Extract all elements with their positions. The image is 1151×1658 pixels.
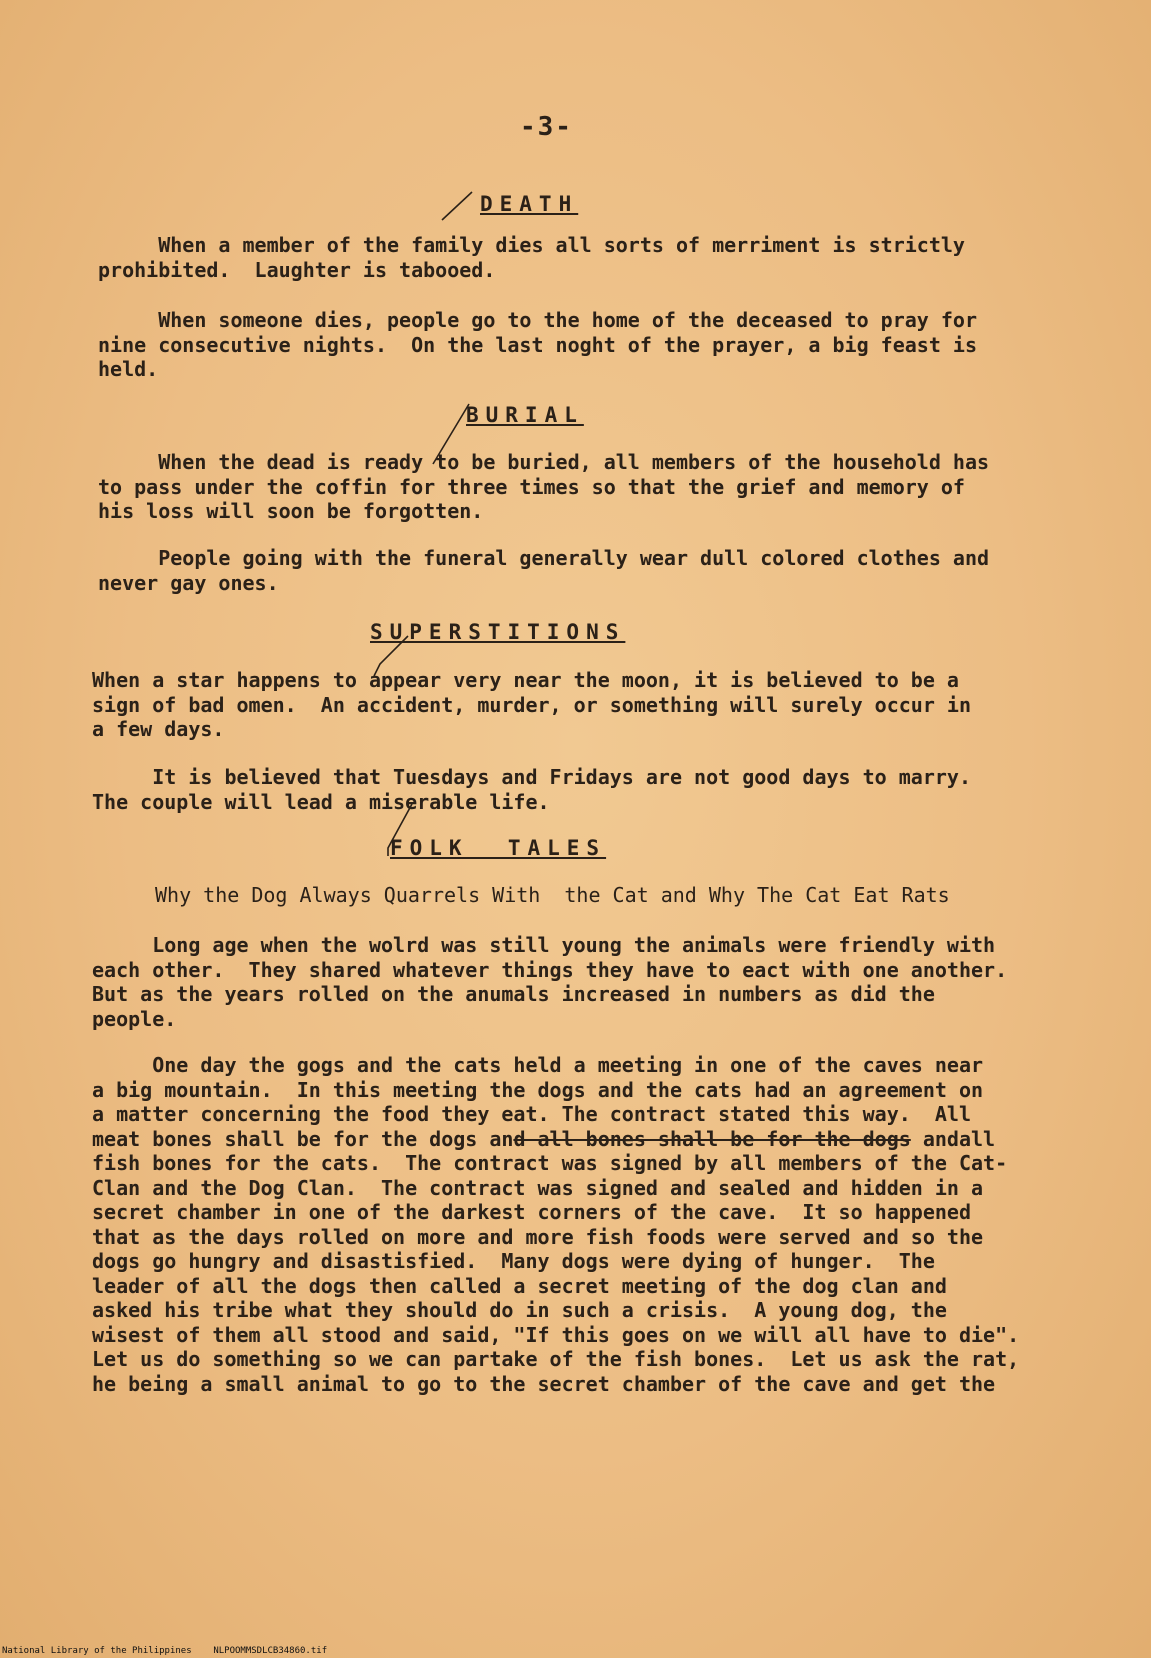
superstitions-paragraph-1: When a star happens to appear very near the moon, it is believed to be a sign of bad omen. An accident, murder, or something will surely occur in a few days. [92, 668, 971, 741]
footer-caption: National Library of the Philippines NLPOOMMSDLCB34860.tif [2, 1646, 328, 1656]
death-paragraph-2: When someone dies, people go to the home of the deceased to pray for nine consecutive nights. On the last noght of the prayer, a big feast is held. [98, 308, 977, 381]
struck-out-text: d all bones shall be for the dogs [513, 1126, 911, 1151]
heading-folk-tales: FOLK TALES [390, 836, 607, 860]
folk-tale-paragraph-2 [92, 1053, 1019, 1396]
burial-paragraph-2: People going with the funeral generally wear dull colored clothes and never gay ones. [98, 546, 990, 595]
folk-tale-title: Why the Dog Always Quarrels With the Cat and Why The Cat Eat Rats [155, 883, 950, 907]
folk-tale-paragraph-2-rest: andall fish bones for the cats. The contract was signed by all members of the Cat- Clan and the Dog Clan. The contract was signed and sealed and hidden in a secret chamber in one of the darkest corners of the cave. It so happened that as the days rolled on more and more fish foods were served and so the dogs go hungry and disastisfied. Many dogs were dying of hunger. The leader of all the dogs then called a secret meeting of the dog clan and asked his tribe what they should do in such a crisis. A young dog, the wisest of them all stood and said, "If this goes on we will all have to die". Let us do something so we can partake of the fish bones. Let us ask the rat, he being a small animal to go to the secret chamber of the cave and get the [92, 1126, 1020, 1396]
folk-tale-paragraph-1: Long age when the wolrd was still young the animals were friendly with each other. They shared whatever things they have to eact with one another. But as the years rolled on the anumals increased in numbers as did the people. [92, 933, 1008, 1031]
death-paragraph-1: When a member of the family dies all sorts of merriment is strictly prohibited. Laughter is tabooed. [98, 233, 965, 282]
check-mark-icon [438, 188, 478, 224]
heading-burial: BURIAL [466, 403, 584, 427]
folk-tale-paragraph-2-start: One day the gogs and the cats held a meeting in one of the caves near a big mountain. In this meeting the dogs and the cats had an agreement on a matter concerning the food they eat. The contract stated this way. All meat bones shall be for the dogs an [92, 1053, 984, 1151]
heading-death: DEATH [480, 192, 579, 216]
page-number: -3- [520, 112, 573, 142]
heading-superstitions: SUPERSTITIONS [370, 620, 626, 644]
superstitions-paragraph-2: It is believed that Tuesdays and Fridays are not good days to marry. The couple will lead a miserable life. [92, 765, 971, 814]
burial-paragraph-1: When the dead is ready to be buried, all members of the household has to pass under the coffin for three times so that the grief and memory of his loss will soon be forgotten. [98, 450, 990, 523]
